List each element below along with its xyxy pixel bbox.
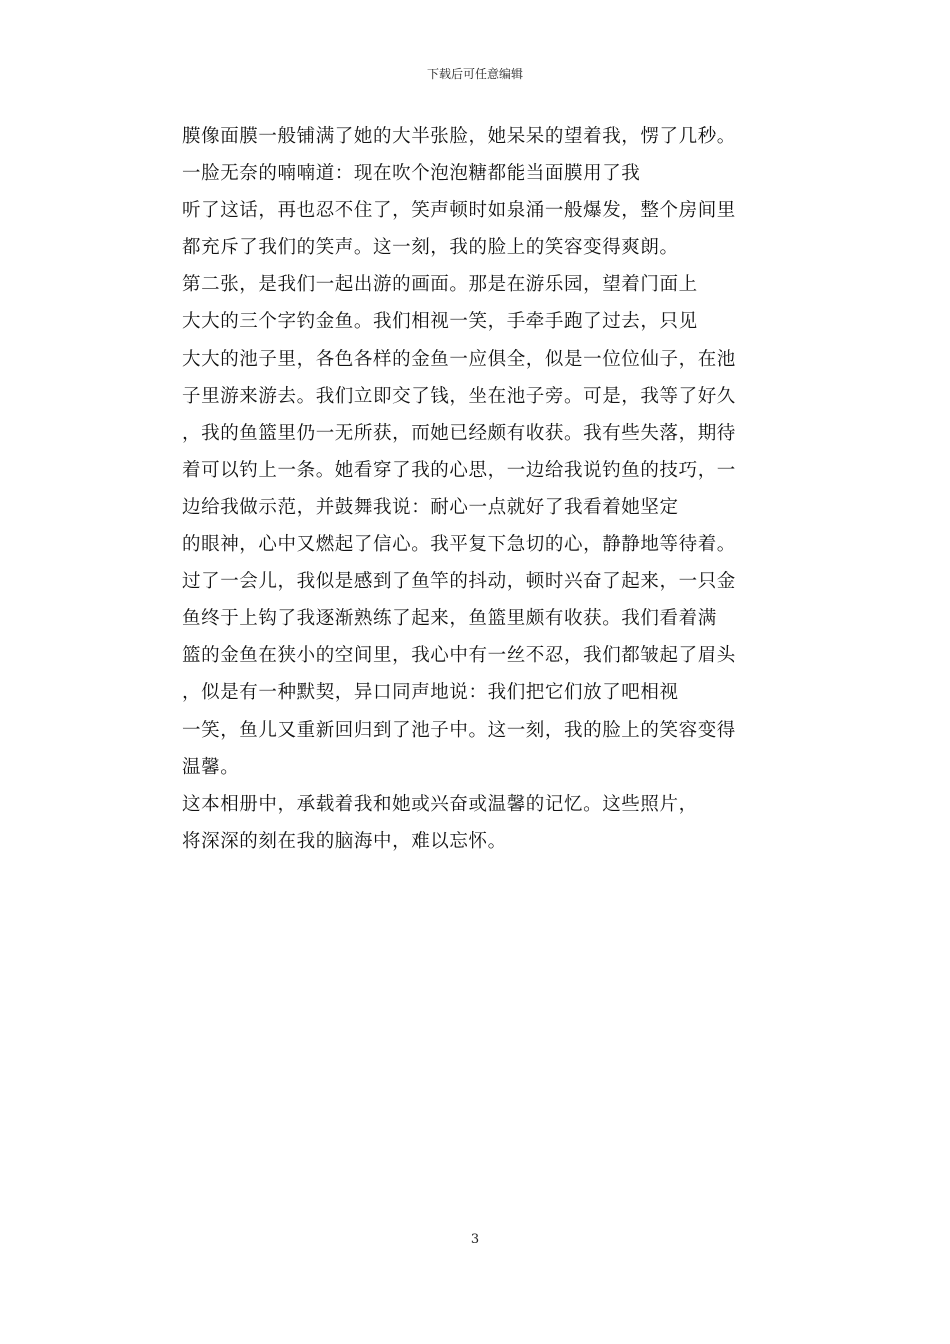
text-line: 都充斥了我们的笑声。这一刻，我的脸上的笑容变得爽朗。 (182, 237, 679, 259)
text-line: 膜像面膜一般铺满了她的大半张脸，她呆呆的望着我，愣了几秒。 (182, 126, 736, 147)
text-line: ，似是有一种默契，异口同声地说：我们把它们放了吧相视 (182, 682, 679, 704)
text-line: 温馨。 (182, 756, 240, 778)
text-line: 鱼终于上钩了我逐渐熟练了起来，鱼篮里颇有收获。我们看着满 (182, 608, 717, 630)
text-line: 大大的池子里，各色各样的金鱼一应俱全，似是一位位仙子，在池 (182, 348, 736, 370)
text-line: 大大的三个字钓金鱼。我们相视一笑，手牵手跑了过去，只见 (182, 311, 698, 333)
text-line: 篮的金鱼在狭小的空间里，我心中有一丝不忍，我们都皱起了眉头 (182, 645, 736, 667)
page-number: 3 (470, 1232, 480, 1247)
text-line: 这本相册中，承载着我和她或兴奋或温馨的记忆。这些照片， (182, 793, 698, 815)
text-line: 听了这话，再也忍不住了，笑声顿时如泉涌一般爆发，整个房间里 (182, 200, 736, 222)
text-line: 子里游来游去。我们立即交了钱，坐在池子旁。可是，我等了好久 (182, 385, 736, 407)
text-line: 着可以钓上一条。她看穿了我的心思，一边给我说钓鱼的技巧，一 (182, 459, 736, 481)
text-line: ，我的鱼篮里仍一无所获，而她已经颇有收获。我有些失落，期待 (182, 422, 736, 444)
text-line: 第二张，是我们一起出游的画面。那是在游乐园，望着门面上 (182, 274, 698, 296)
text-line: 的眼神，心中又燃起了信心。我平复下急切的心，静静地等待着。 (182, 534, 736, 556)
body-text (182, 118, 762, 860)
text-line: 过了一会儿，我似是感到了鱼竿的抖动，顿时兴奋了起来，一只金 (182, 571, 736, 593)
page-header: 下载后可任意编辑 (426, 67, 523, 81)
text-line: 一脸无奈的喃喃道：现在吹个泡泡糖都能当面膜用了我 (182, 163, 641, 185)
text-line: 将深深的刻在我的脑海中，难以忘怀。 (182, 830, 507, 852)
text-line: 边给我做示范，并鼓舞我说：耐心一点就好了我看着她坚定 (182, 496, 679, 518)
text-line: 一笑，鱼儿又重新回归到了池子中。这一刻，我的脸上的笑容变得 (182, 719, 736, 741)
